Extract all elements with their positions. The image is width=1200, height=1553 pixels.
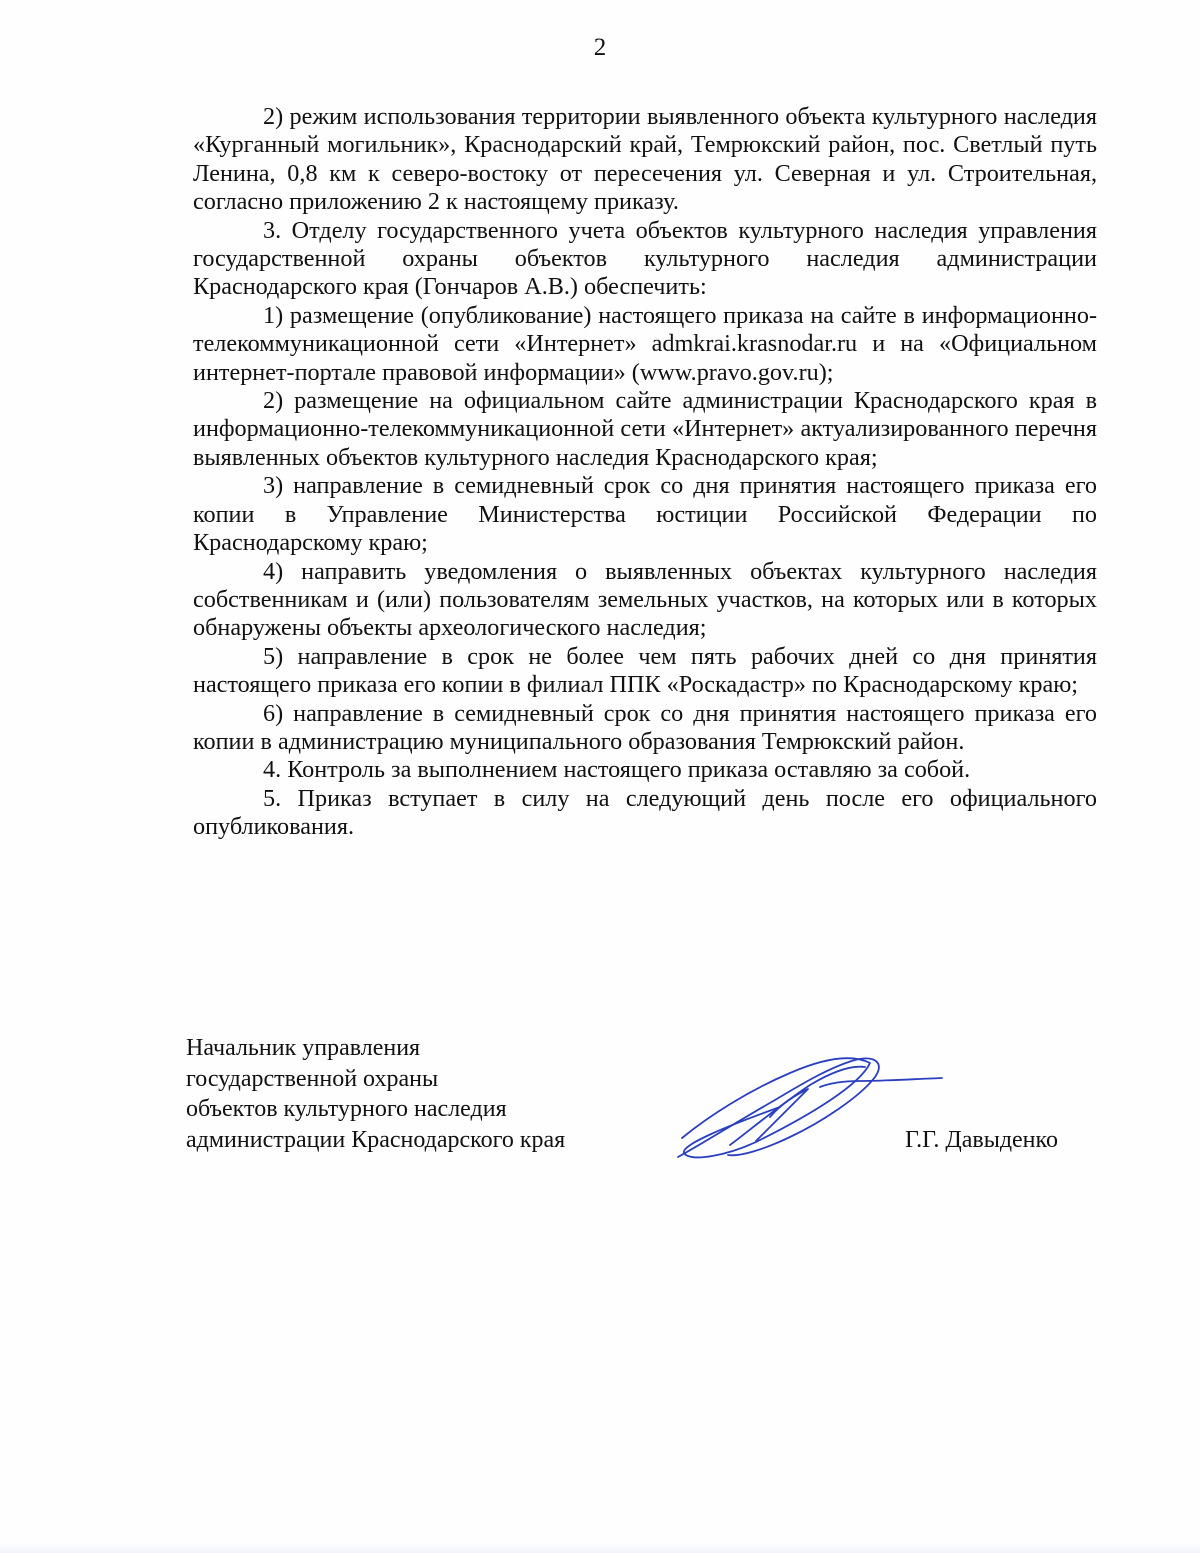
document-body — [193, 103, 1097, 842]
paragraph-3-4-notifications: 4) направить уведомления о выявленных объектах культурного наследия собственникам и (или) пользователям земельных участков, на которых или в которых обнаружены объекты археологического наследия; — [193, 557, 1097, 642]
paragraph-2-territory-regime: 2) режим использования территории выявленного объекта культурного наследия «Курганный могильник», Краснодарский край, Темрюкский район, пос. Светлый путь Ленина, 0,8 км к северо-востоку от пересечения ул. Северная и ул. Строительная, согласно приложению 2 к настоящему приказу. — [193, 103, 1097, 216]
signer-position-line: Начальник управления — [186, 1035, 421, 1061]
signer-position — [186, 1033, 666, 1155]
paragraph-3-5-roskadastr: 5) направление в срок не более чем пять рабочих дней со дня принятия настоящего приказа его копии в филиал ППК «Роскадастр» по Краснодарскому краю; — [193, 642, 1097, 699]
signer-position-line: государственной охраны — [186, 1065, 439, 1092]
paragraph-3-2-website-list: 2) размещение на официальном сайте администрации Краснодарского края в информационно-телекоммуникационной сети «Интернет» актуализированного перечня выявленных объектов культурного наследия Краснодарского края; — [193, 387, 1097, 471]
paragraph-5-effective-date: 5. Приказ вступает в силу на следующий день после его официального опубликования. — [193, 784, 1097, 841]
paragraph-4-control: 4. Контроль за выполнением настоящего приказа оставляю за собой. — [263, 756, 971, 784]
page-number: 2 — [593, 34, 607, 61]
scan-edge-shadow — [0, 1543, 1200, 1553]
paragraph-3-1-publication: 1) размещение (опубликование) настоящего приказа на сайте в информационно-телекоммуникационной сети «Интернет» admkrai.krasnodar.ru и на «Официальном интернет-портале правовой информации» (www.pravo.gov.ru); — [193, 301, 1097, 386]
signer-position-line: объектов культурного наследия — [186, 1096, 507, 1122]
paragraph-3-registry-department: 3. Отделу государственного учета объектов культурного наследия управления государственной охраны объектов культурного наследия администрации Краснодарского края (Гончаров А.В.) обеспечить: — [193, 216, 1097, 301]
paragraph-3-6-municipality: 6) направление в семидневный срок со дня принятия настоящего приказа его копии в администрацию муниципального образования Темрюкский район. — [193, 699, 1097, 755]
signer-position-line: администрации Краснодарского края — [186, 1126, 566, 1153]
signer-name: Г.Г. Давыденко — [905, 1127, 1058, 1153]
paragraph-3-3-ministry-justice: 3) направление в семидневный срок со дня принятия настоящего приказа его копии в Управление Министерства юстиции Российской Федерации по Краснодарскому краю; — [193, 472, 1097, 557]
